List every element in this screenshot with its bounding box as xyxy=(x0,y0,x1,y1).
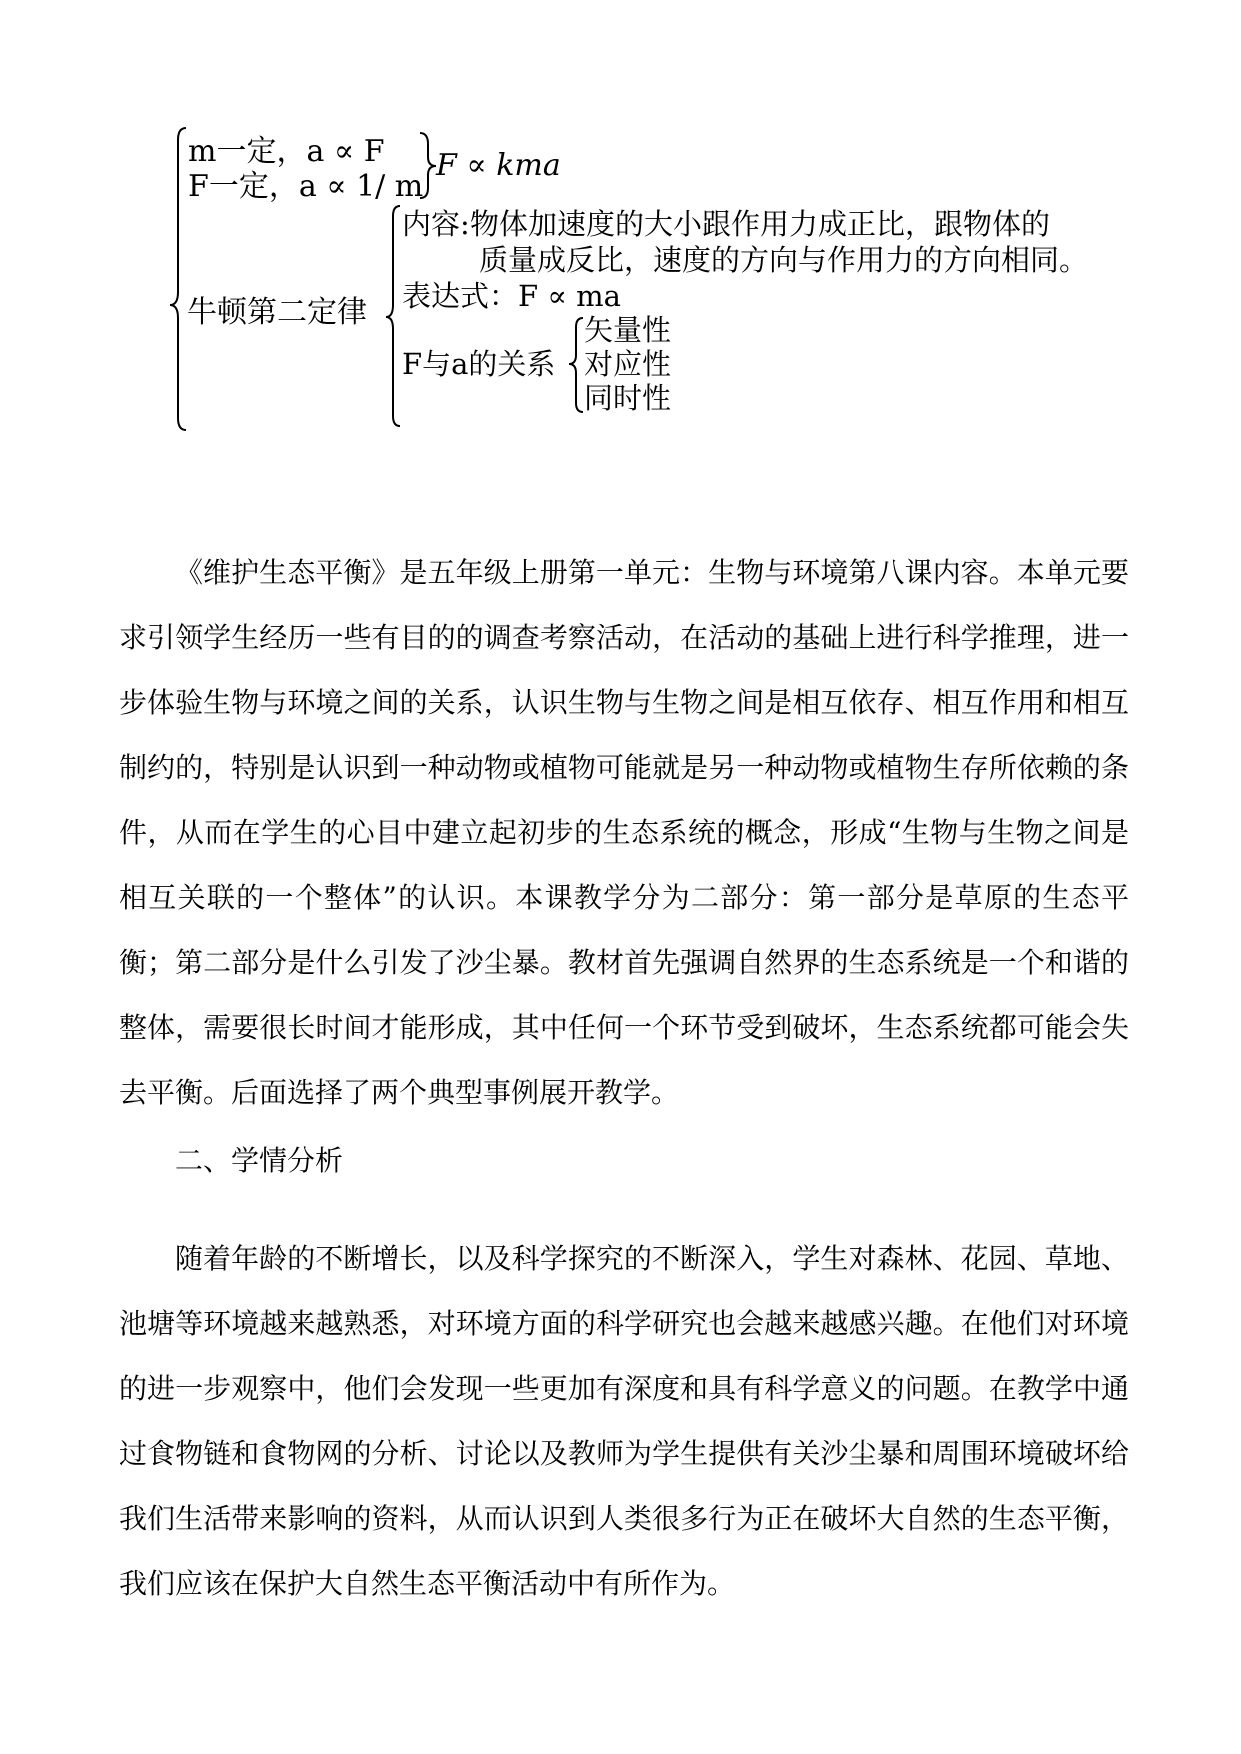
relation-label: F与a的关系 xyxy=(402,347,556,381)
relation-item-correspondence: 对应性 xyxy=(584,347,672,381)
outer-left-brace xyxy=(170,128,186,430)
content-label: 内容: xyxy=(402,207,470,241)
section-heading-learning-analysis: 二、学情分析 xyxy=(175,1144,344,1177)
law-left-brace xyxy=(386,206,400,426)
newton-second-law-diagram xyxy=(0,0,1241,440)
relation-item-simultaneity: 同时性 xyxy=(584,381,672,415)
paragraph-learning-analysis: 随着年龄的不断增长，以及科学探究的不断深入，学生对森林、花园、草地、池塘等环境越来越熟悉，对环境方面的科学研究也会越来越感兴趣。在他们对环境的进一步观察中，他们会发现一些更加有深度和具有科学意义的问题。在教学中通过食物链和食物网的分析、讨论以及教师为学生提供有关沙尘暴和周围环境破坏给我们生活带来影响的资料，从而认识到人类很多行为正在破坏大自然的生态平衡，我们应该在保护大自然生态平衡活动中有所作为。 xyxy=(119,1242,1129,1600)
content-line-2: 质量成反比，速度的方向与作用力的方向相同。 xyxy=(479,243,1089,277)
content-line-1: 物体加速度的大小跟作用力成正比，跟物体的 xyxy=(470,207,1051,241)
relation-left-brace xyxy=(569,318,583,412)
expression: 表达式：F ∝ ma xyxy=(402,279,621,313)
relation-item-vector: 矢量性 xyxy=(584,313,672,347)
proportional-result: F ∝ kma xyxy=(436,148,561,183)
paragraph-teaching-material: 《维护生态平衡》是五年级上册第一单元：生物与环境第八课内容。本单元要求引领学生经历一些有目的的调查考察活动，在活动的基础上进行科学推理，进一步体验生物与环境之间的关系，认识生物与生物之间是相互依存、相互作用和相互制约的，特别是认识到一种动物或植物可能就是另一种动物或植物生存所依赖的条件，从而在学生的心目中建立起初步的生态系统的概念，形成“生物与生物之间是相互关联的一个整体”的认识。本课教学分为二部分：第一部分是草原的生态平衡；第二部分是什么引发了沙尘暴。教材首先强调自然界的生态系统是一个和谐的整体，需要很长时间才能形成，其中任何一个环节受到破坏，生态系统都可能会失去平衡。后面选择了两个典型事例展开教学。 xyxy=(119,556,1129,1109)
mass-constant-relation: m一定，a ∝ F xyxy=(188,134,385,169)
force-constant-relation: F一定，a ∝ 1/ m xyxy=(188,169,424,204)
law-name: 牛顿第二定律 xyxy=(187,295,367,330)
